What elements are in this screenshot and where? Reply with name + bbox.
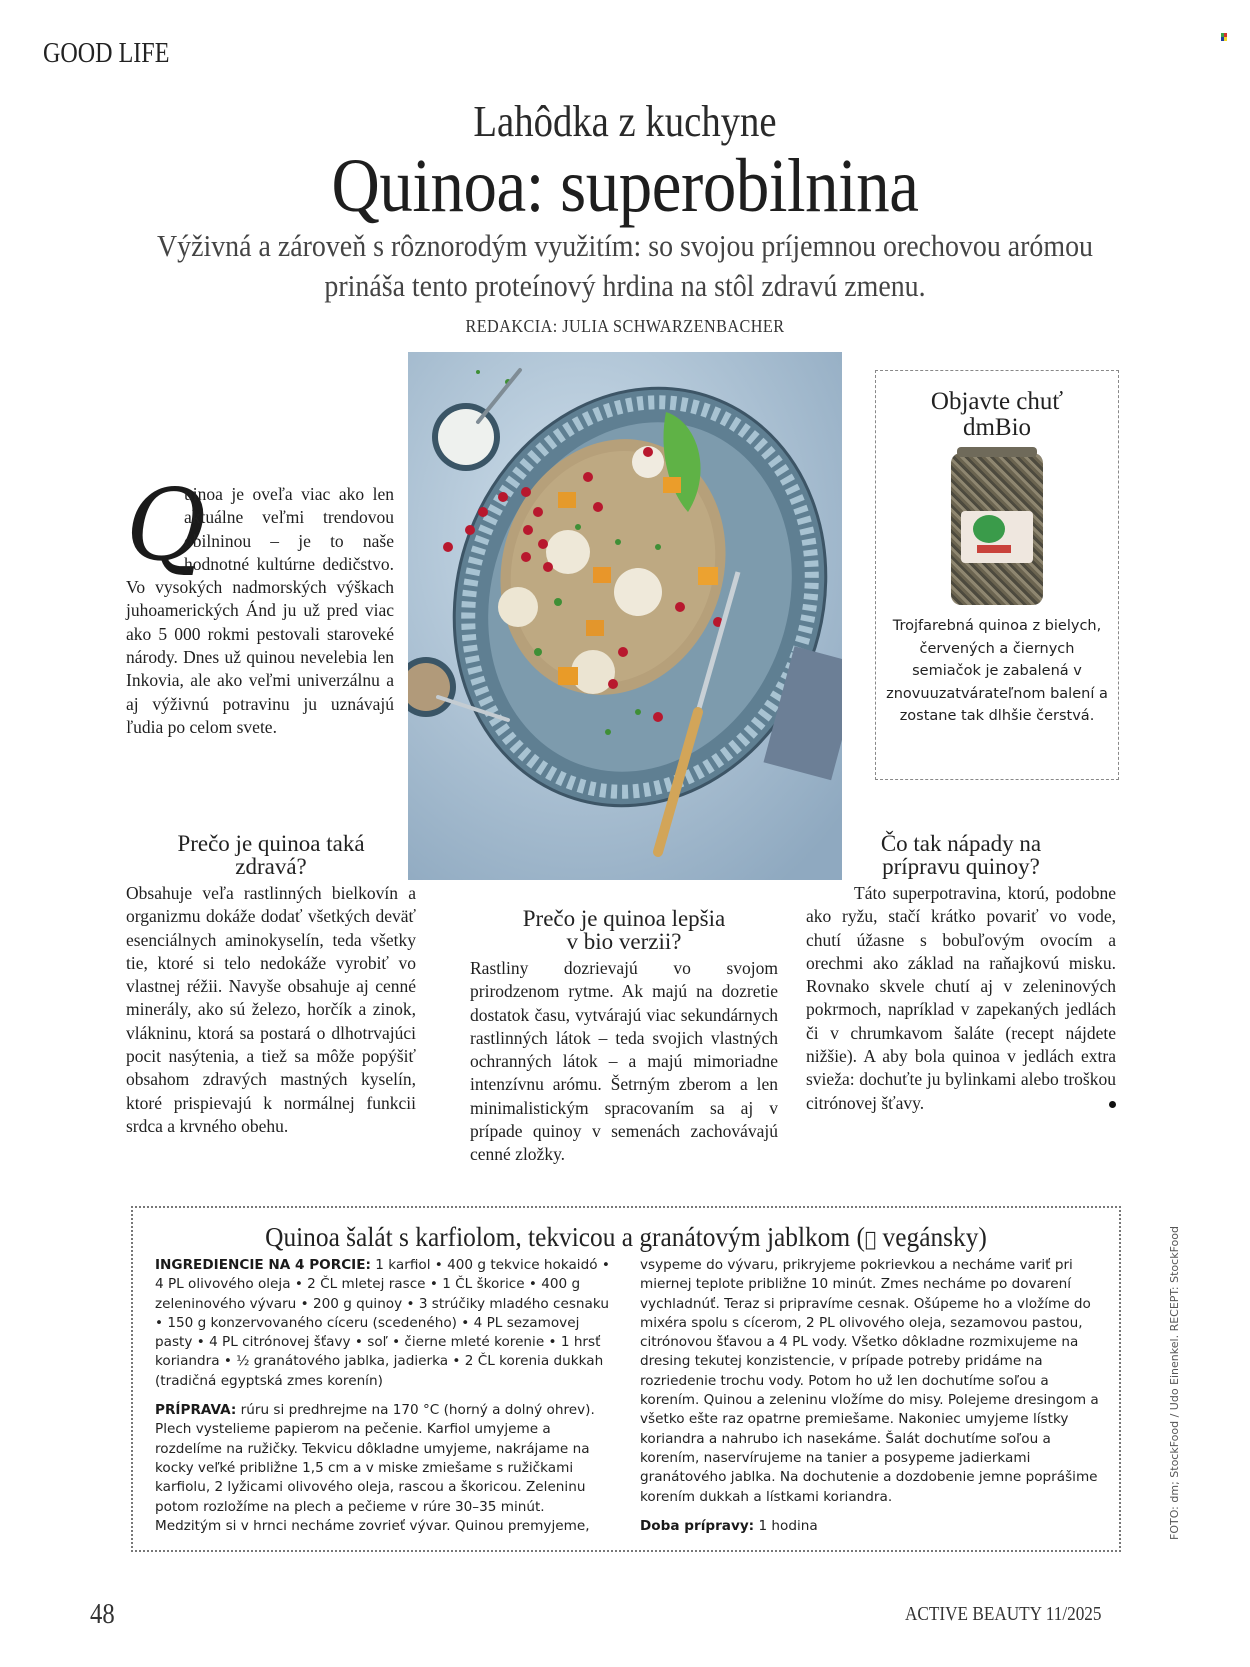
recipe-right-column xyxy=(640,1256,1110,1536)
ingredients-label: INGREDIENCIE NA 4 PORCIE: xyxy=(155,1257,371,1273)
intro-paragraph xyxy=(126,469,394,739)
ingredients xyxy=(155,1256,615,1391)
heading-line2: prípravu quinoy? xyxy=(882,854,1040,879)
promo-title-line2: dmBio xyxy=(962,414,1032,441)
section-bio xyxy=(470,907,778,1167)
apple-icon xyxy=(865,1227,876,1251)
preparation-label: PRÍPRAVA: xyxy=(155,1402,237,1419)
prep-time-value: 1 hodina xyxy=(758,1517,818,1534)
section-body xyxy=(806,882,1116,1115)
section-body: Rastliny dozrievajú vo svojom prirodzenom rytme. Ak majú na dozretie dostatok času, vytvárajú viac sekundárnych rastlinných látok – teda svojich vlastných ochranných látok – a majú mimoriadne intenzívnu arómu. Šetrným zberom a len minimalistickým spracovaním sa aj v prípade quinoy v semenách zachovávajú cenné zložky. xyxy=(470,958,778,1165)
heading-line2: zdravá? xyxy=(235,854,307,879)
intro-text: uinoa je oveľa viac ako len aktuálne veľmi trendovou obilninou – je to naše hodnotné kultúrne dedičstvo. Vo vysokých nadmorských výškach juhoamerických Ánd ju už pred viac ako 5 000 rokmi pestovali staroveké národy. Dnes už quinou nevelebia len Inkovia, ale ako veľmi univerzálnu a aj výživnú potravinu ju uznávajú ľudia po celom svete. xyxy=(126,484,394,737)
section-heading xyxy=(806,832,1116,878)
print-color-mark xyxy=(1221,33,1227,41)
section-heading xyxy=(470,907,778,953)
preparation-text-2: vsypeme do vývaru, prikryjeme pokrievkou a necháme variť pri miernej teplote približne 10 minút. Zmes necháme po dovarení vychladnúť. Teraz si pripravíme cesnak. Ošúpeme ho a vložíme do mixéra spolu s cícerom, 2 PL olivového oleja, sezamovou pastou, citrónovou šťavou a 4 PL vody. Všetko dôkladne rozmixujeme na dresing tekutej konzistencie, v prípade potreby pridáme na rozriedenie trochu vody. Potom ho už len dochutíme soľou a korením. Quinou a zeleninu vložíme do misy. Polejeme dresingom a všetko ešte raz opatrne premiešame. Nakoniec umyjeme lístky koriandra a nahrubo ich nasekáme. Šalát dochutíme soľou a korením, naservírujeme na tanier a posypeme jadierkami granátového jablka. Na dochutenie a dozdobenie jemne poprášime korením dukkah a lístkami koriandra. xyxy=(640,1257,1099,1505)
quinoa-salad-illustration xyxy=(408,352,842,880)
preparation-text-1: rúru si predhrejme na 170 °C (horný a dolný ohrev). Plech vystelieme papierom na pečenie. Karfiol umyjeme a rozdelíme na ružičky. Tekvicu dôkladne umyjeme, nakrájame na kocky veľké približne 1,5 cm a v miske zmiešame s ružičkami karfiolu, 2 lyžicami olivového oleja, rascou a škoricou. Zeleninu potom rozložíme na plech a pečieme v rúre 30–35 minút. Medzitým si v hrnci necháme zovrieť vývar. Quinou premyjeme, xyxy=(155,1402,595,1534)
section-health xyxy=(126,832,416,1138)
recipe-title-text: Quinoa šalát s karfiolom, tekvicou a granátovým jablkom ( xyxy=(265,1222,865,1252)
quinoa-jar-image xyxy=(951,453,1043,605)
heading-line1: Prečo je quinoa taká xyxy=(177,831,365,856)
issue-label: ACTIVE BEAUTY 11/2025 xyxy=(905,1603,1102,1625)
recipe-left-column xyxy=(155,1256,615,1536)
photo-credit: FOTO: dm; StockFood / Udo Einenkel. RECEPT: StockFood xyxy=(1168,1226,1181,1540)
promo-text: Trojfarebná quinoa z bielych, červených a čiernych semiačok je zabalená v znovuuzatvárateľnom balení a zostane tak dlhšie čerstvá. xyxy=(886,618,1108,724)
heading-line2: v bio verzii? xyxy=(566,929,682,954)
heading-line1: Čo tak nápady na xyxy=(880,831,1042,856)
section-body: Obsahuje veľa rastlinných bielkovín a organizmu dokáže dodať všetkých deväť esenciálnych aminokyselín, teda všetky tie, ktoré si telo nedokáže vyrobiť vo vlastnej réžii. Navyše obsahuje aj cenné minerály, ako sú železo, horčík a zinok, vlákninu, ktorá sa postará o dlhotrvajúci pocit nasýtenia, a tiež sa môže popýšiť obsahom zdravých mastných kyselín, ktoré prispievajú k normálnej funkcii srdca a krvného obehu. xyxy=(126,883,416,1136)
prep-time-label: Doba prípravy: xyxy=(640,1517,755,1534)
ingredients-list: 1 karfiol • 400 g tekvice hokaidó • 4 PL olivového oleja • 2 ČL mletej rasce • 1 ČL škorice • 400 g zeleninového vývaru • 200 g quinoy • 3 strúčiky mladého cesnaku • 150 g konzervovaného cíceru (scedeného) • 4 PL sezamovej pasty • 4 PL citrónovej šťavy • soľ • čierne mleté korenie • 1 hrsť koriandra • ½ granátového jablka, jadierka • 2 ČL korenia dukkah (tradičná egyptská zmes korenín) xyxy=(155,1257,610,1389)
food-photo xyxy=(408,352,842,880)
page-title: Quinoa: superobilnina xyxy=(331,144,919,228)
deck: Výživná a zároveň s rôznorodým využitím: so svojou príjemnou orechovou arómou prináša tento proteínový hrdina na stôl zdravú zmenu. xyxy=(157,228,1093,303)
promo-title xyxy=(886,389,1108,441)
kicker: Lahôdka z kuchyne xyxy=(473,97,777,146)
recipe-box xyxy=(131,1206,1121,1552)
heading-line1: Prečo je quinoa lepšia xyxy=(522,906,726,931)
end-mark-icon xyxy=(1109,1101,1116,1108)
prep-time xyxy=(640,1517,1110,1536)
recipe-vegan-label: vegánsky) xyxy=(870,1222,982,1252)
section-text: Táto superpotravina, ktorú, podobne ako ryžu, stačí krátko povariť vo vode, chutí úžasne s bobuľovým ovocím a orechmi ako základ na raňajkovú misku. Rovnako skvele chutí aj v zeleninových pokrmoch, napríklad v zapekaných jedlách či v chrumkavom šaláte (recept nájdete nižšie). A aby bola quinoa v jedlách extra svieža: dochuťte ju bylinkami alebo troškou citrónovej šťavy. xyxy=(806,883,1116,1113)
drop-cap: Q xyxy=(126,469,207,583)
page-number: 48 xyxy=(90,1598,115,1630)
section-label: GOOD LIFE xyxy=(43,38,170,69)
section-ideas xyxy=(806,832,1116,1115)
promo-title-line1: Objavte chuť xyxy=(930,388,1064,415)
recipe-title xyxy=(163,1222,1090,1253)
dmbio-promo-box xyxy=(875,370,1119,780)
section-heading xyxy=(126,832,416,878)
preparation xyxy=(155,1401,615,1536)
byline: REDAKCIA: JULIA SCHWARZENBACHER xyxy=(465,316,785,336)
